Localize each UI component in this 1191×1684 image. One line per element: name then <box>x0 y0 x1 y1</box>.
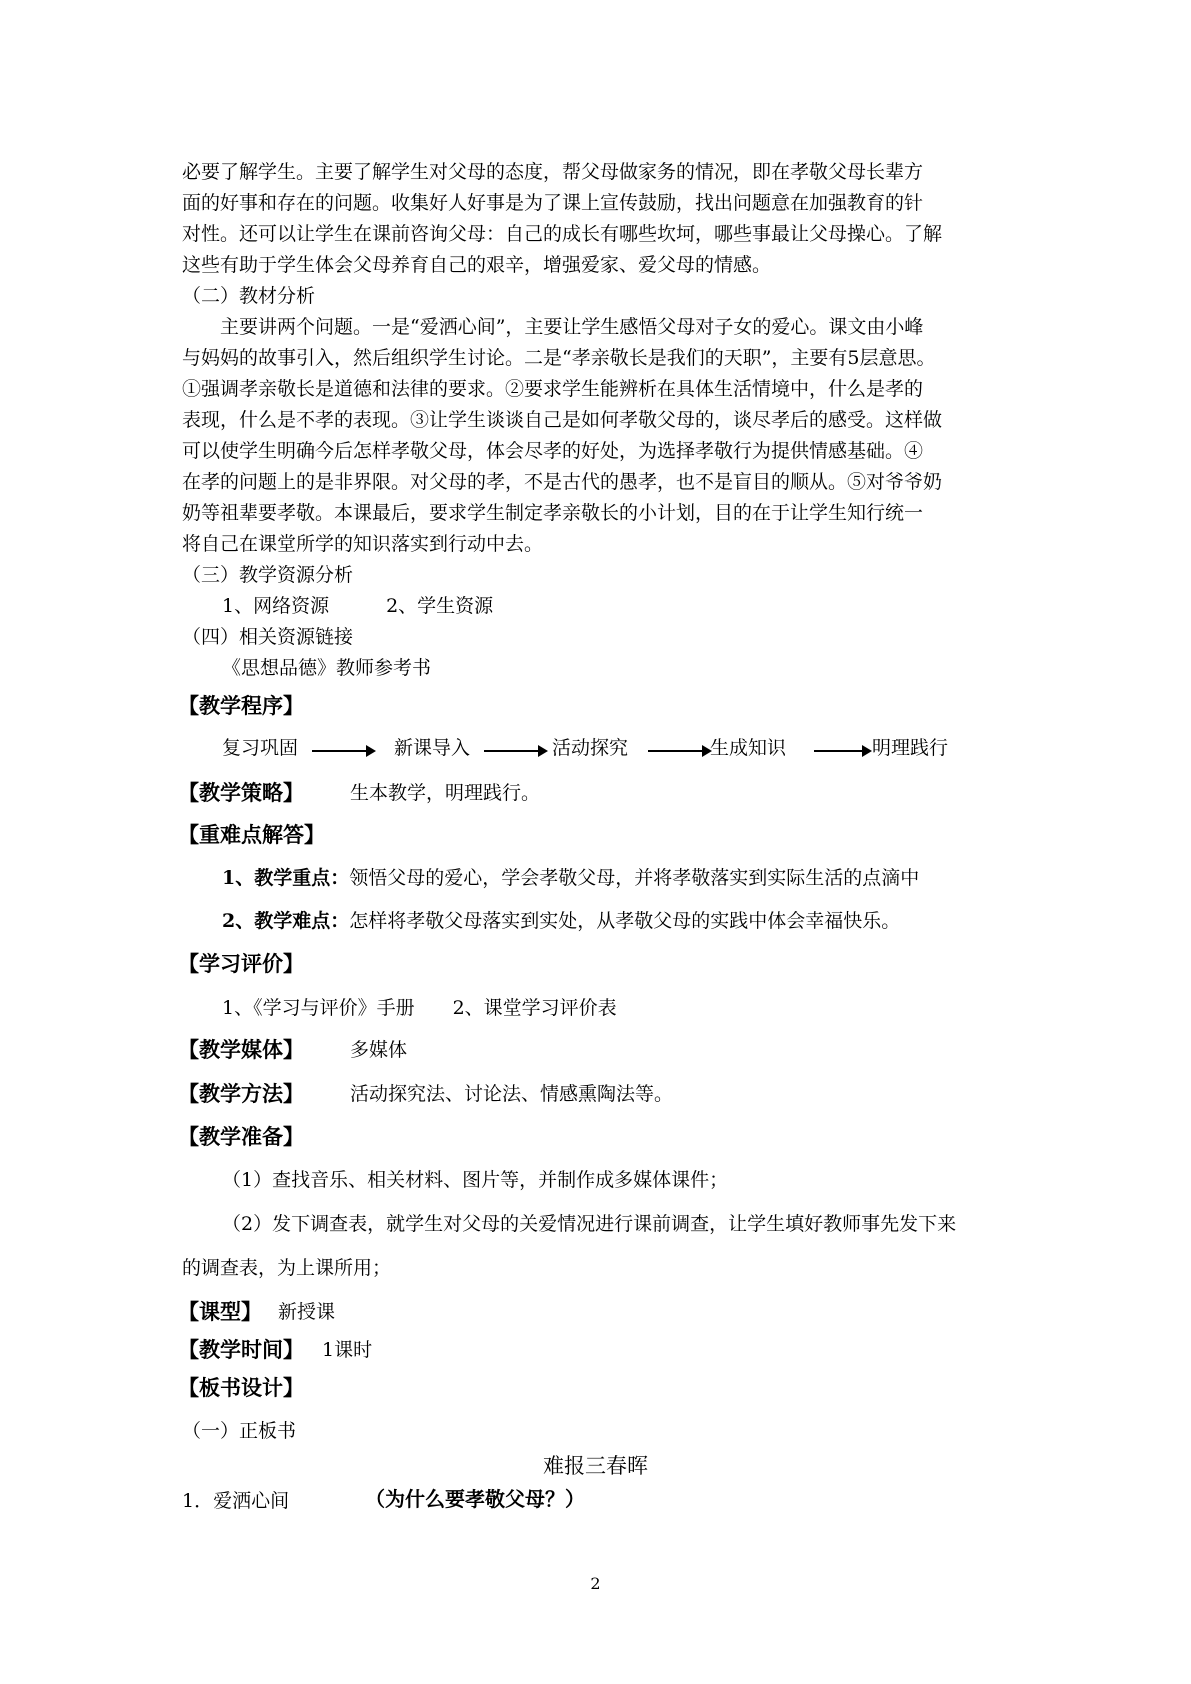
text-line: 必要了解学生。主要了解学生对父母的态度，帮父母做家务的情况，即在孝敬父母长辈方 <box>182 161 924 183</box>
keypoints-heading: 【重难点解答】 <box>178 823 325 847</box>
section-title-links: （四）相关资源链接 <box>182 626 354 648</box>
key-point <box>222 866 919 890</box>
arrow-right-icon <box>648 750 710 752</box>
lesson-type-heading: 【课型】 <box>178 1300 262 1324</box>
program-flow <box>222 736 982 766</box>
flow-step: 生成知识 <box>710 737 787 759</box>
text-line: 在孝的问题上的是非界限。对父母的孝，不是古代的愚孝，也不是盲目的顺从。⑤对爷爷奶 <box>182 471 943 493</box>
difficult-point <box>222 909 900 933</box>
evaluation-heading: 【学习评价】 <box>178 952 304 976</box>
board-design-heading: 【板书设计】 <box>178 1376 304 1400</box>
media-text: 多媒体 <box>350 1039 408 1061</box>
media-heading: 【教学媒体】 <box>178 1038 304 1062</box>
page-number: 2 <box>590 1574 601 1593</box>
text-line: 与妈妈的故事引入，然后组织学生讨论。二是“孝亲敬长是我们的天职”，主要有5层意思。 <box>182 347 936 369</box>
difficult-point-text: 怎样将孝敬父母落实到实处，从孝敬父母的实践中体会幸福快乐。 <box>349 910 901 932</box>
text-line: 可以使学生明确今后怎样孝敬父母，体会尽孝的好处，为选择孝敬行为提供情感基础。④ <box>182 440 924 462</box>
text-line: 奶等祖辈要孝敬。本课最后，要求学生制定孝亲敬长的小计划，目的在于让学生知行统一 <box>182 502 924 524</box>
flow-step: 复习巩固 <box>222 737 299 759</box>
text-line: 将自己在课堂所学的知识落实到行动中去。 <box>182 533 544 555</box>
text-line: ①强调孝亲敬长是道德和法律的要求。②要求学生能辨析在具体生活情境中，什么是孝的 <box>182 378 924 400</box>
text-line: 主要讲两个问题。一是“爱洒心间”，主要让学生感悟父母对子女的爱心。课文由小峰 <box>182 316 924 338</box>
reference-book: 《思想品德》教师参考书 <box>222 657 432 679</box>
board-title: 难报三春晖 <box>543 1454 648 1478</box>
lesson-time-heading: 【教学时间】 <box>178 1338 304 1362</box>
strategy-heading <box>178 779 304 807</box>
preparation-item: （2）发下调查表，就学生对父母的关爱情况进行课前调查，让学生填好教师事先发下来 <box>222 1213 957 1235</box>
evaluation-text: 1、《学习与评价》手册 2、课堂学习评价表 <box>222 997 617 1019</box>
key-point-label: 1、教学重点： <box>222 867 350 889</box>
flow-step: 活动探究 <box>552 737 629 759</box>
preparation-item-continued: 的调查表，为上课所用； <box>182 1257 392 1279</box>
program-heading: 【教学程序】 <box>178 694 304 718</box>
resource-items: 1、网络资源 2、学生资源 <box>222 595 494 617</box>
board-item-question: （为什么要孝敬父母？） <box>365 1487 585 1511</box>
arrow-right-icon <box>814 750 870 752</box>
method-heading: 【教学方法】 <box>178 1082 304 1106</box>
text-line: 对性。还可以让学生在课前咨询父母：自己的成长有哪些坎坷，哪些事最让父母操心。了解 <box>182 223 943 245</box>
preparation-item: （1）查找音乐、相关材料、图片等，并制作成多媒体课件； <box>222 1169 729 1191</box>
section-title-textbook: （二）教材分析 <box>182 285 316 307</box>
flow-step: 新课导入 <box>394 737 471 759</box>
board-item: 1．爱洒心间 <box>182 1490 290 1512</box>
difficult-point-label: 2、教学难点： <box>222 910 350 932</box>
text-line: 面的好事和存在的问题。收集好人好事是为了课上宣传鼓励，找出问题意在加强教育的针 <box>182 192 924 214</box>
lesson-time-text: 1课时 <box>322 1339 373 1361</box>
method-text: 活动探究法、讨论法、情感熏陶法等。 <box>350 1083 674 1105</box>
section-title-resources: （三）教学资源分析 <box>182 564 354 586</box>
arrow-right-icon <box>312 750 374 752</box>
preparation-heading: 【教学准备】 <box>178 1125 304 1149</box>
board-subsection: （一）正板书 <box>182 1420 297 1442</box>
strategy-heading-label: 【教学策略】 <box>178 781 304 805</box>
key-point-text: 领悟父母的爱心，学会孝敬父母，并将孝敬落实到实际生活的点滴中 <box>349 867 920 889</box>
text-line: 这些有助于学生体会父母养育自己的艰辛，增强爱家、爱父母的情感。 <box>182 254 772 276</box>
flow-step: 明理践行 <box>872 737 949 759</box>
lesson-type-text: 新授课 <box>278 1301 336 1323</box>
strategy-text: 生本教学，明理践行。 <box>350 782 541 804</box>
text-line: 表现，什么是不孝的表现。③让学生谈谈自己是如何孝敬父母的，谈尽孝后的感受。这样做 <box>182 409 943 431</box>
arrow-right-icon <box>484 750 546 752</box>
